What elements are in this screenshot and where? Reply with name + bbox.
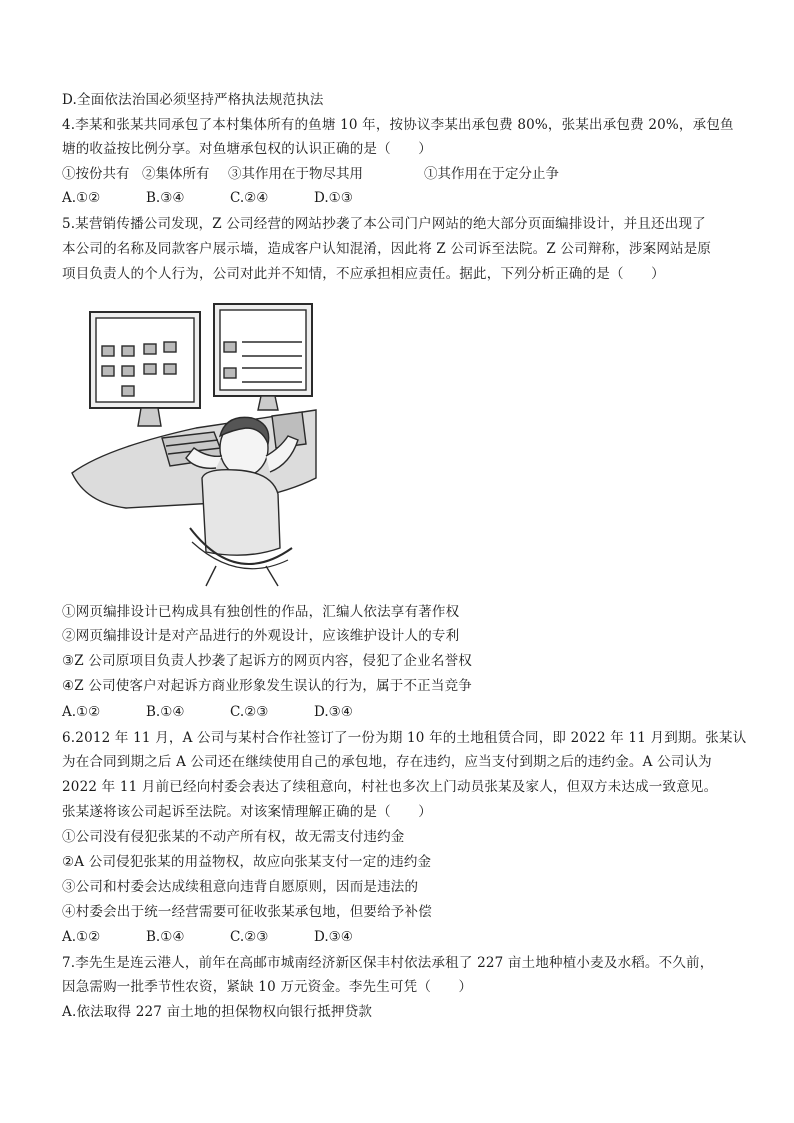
q6-stem-line-3: 2022 年 11 月前已经向村委会表达了续租意向，村社也多次上门动员张某及家人，但双方未达成一致意见。 [62,779,718,795]
q4-choice-b[interactable]: B.③④ [146,190,185,206]
illustration-person-copying-webpage-icon [66,298,318,590]
q5-statement-1: ①网页编排设计已构成具有独创性的作品，汇编人依法享有著作权 [62,604,460,620]
q6-stem-line-1: 6.2012 年 11 月，A 公司与某村合作社签订了一份为期 10 年的土地租赁合同，即 2022 年 11 月到期。张某认 [62,730,747,746]
q4-choice-a[interactable]: A.①② [62,190,101,206]
q6-stem-line-4: 张某遂将该公司起诉至法院。对该案情理解正确的是（ ） [62,804,432,820]
q6-statement-3: ③公司和村委会达成续租意向违背自愿原则，因而是违法的 [62,879,419,895]
q6-statement-1: ①公司没有侵犯张某的不动产所有权，故无需支付违约金 [62,829,405,845]
q5-choice-d[interactable]: D.③④ [314,704,353,720]
q7-stem-line-2: 因急需购一批季节性农资，紧缺 10 万元资金。李先生可凭（ ） [62,979,473,995]
q5-statement-4: ④Z 公司使客户对起诉方商业形象发生误认的行为，属于不正当竞争 [62,678,472,694]
q6-stem-line-2: 为在合同到期之后 A 公司还在继续使用自己的承包地，存在违约，应当支付到期之后的违约金。A 公司认为 [62,754,712,770]
q4-statement-1: ①按份共有 [62,166,130,182]
q5-statement-3: ③Z 公司原项目负责人抄袭了起诉方的网页内容，侵犯了企业名誉权 [62,653,472,669]
q6-choice-a[interactable]: A.①② [62,929,101,945]
q6-choice-c[interactable]: C.②③ [230,929,269,945]
q5-choices [62,700,353,724]
q5-choice-a[interactable]: A.①② [62,704,101,720]
q5-stem-line-2: 本公司的名称及同款客户展示墙，造成客户认知混淆，因此将 Z 公司诉至法院。Z 公司辩称，涉案网站是原 [62,241,712,257]
q5-statement-2: ②网页编排设计是对产品进行的外观设计，应该维护设计人的专利 [62,628,460,644]
q4-statement-3: ③其作用在于物尽其用 [228,166,363,182]
q6-choice-d[interactable]: D.③④ [314,929,353,945]
q4-statements [62,162,559,186]
q4-choices [62,186,353,210]
q6-statement-2: ②A 公司侵犯张某的用益物权，故应向张某支付一定的违约金 [62,854,432,870]
q7-choice-a[interactable]: A.依法取得 227 亩土地的担保物权向银行抵押贷款 [62,1004,373,1020]
q5-choice-b[interactable]: B.①④ [146,704,185,720]
q5-choice-c[interactable]: C.②③ [230,704,269,720]
q4-statement-2: ②集体所有 [142,166,210,182]
q5-stem-line-1: 5.某营销传播公司发现，Z 公司经营的网站抄袭了本公司门户网站的绝大部分页面编排设计，并且还出现了 [62,216,706,232]
q4-stem-line-1: 4.李某和张某共同承包了本村集体所有的鱼塘 10 年，按协议李某出承包费 80%，张某出承包费 20%，承包鱼 [62,117,734,133]
q6-choices [62,925,353,949]
q6-statement-4: ④村委会出于统一经营需要可征收张某承包地，但要给予补偿 [62,904,432,920]
q5-stem-line-3: 项目负责人的个人行为，公司对此并不知情，不应承担相应责任。据此，下列分析正确的是（ ） [62,266,665,282]
q4-choice-d[interactable]: D.①③ [314,190,353,206]
q3-option-d: D.全面依法治国必须坚持严格执法规范执法 [62,92,324,108]
q6-choice-b[interactable]: B.①④ [146,929,185,945]
q4-stem-line-2: 塘的收益按比例分享。对鱼塘承包权的认识正确的是（ ） [62,141,432,157]
q7-stem-line-1: 7.李先生是连云港人，前年在高邮市城南经济新区保丰村依法承租了 227 亩土地种植小麦及水稻。不久前， [62,955,714,971]
q4-statement-4: ①其作用在于定分止争 [424,166,559,182]
q4-choice-c[interactable]: C.②④ [230,190,269,206]
